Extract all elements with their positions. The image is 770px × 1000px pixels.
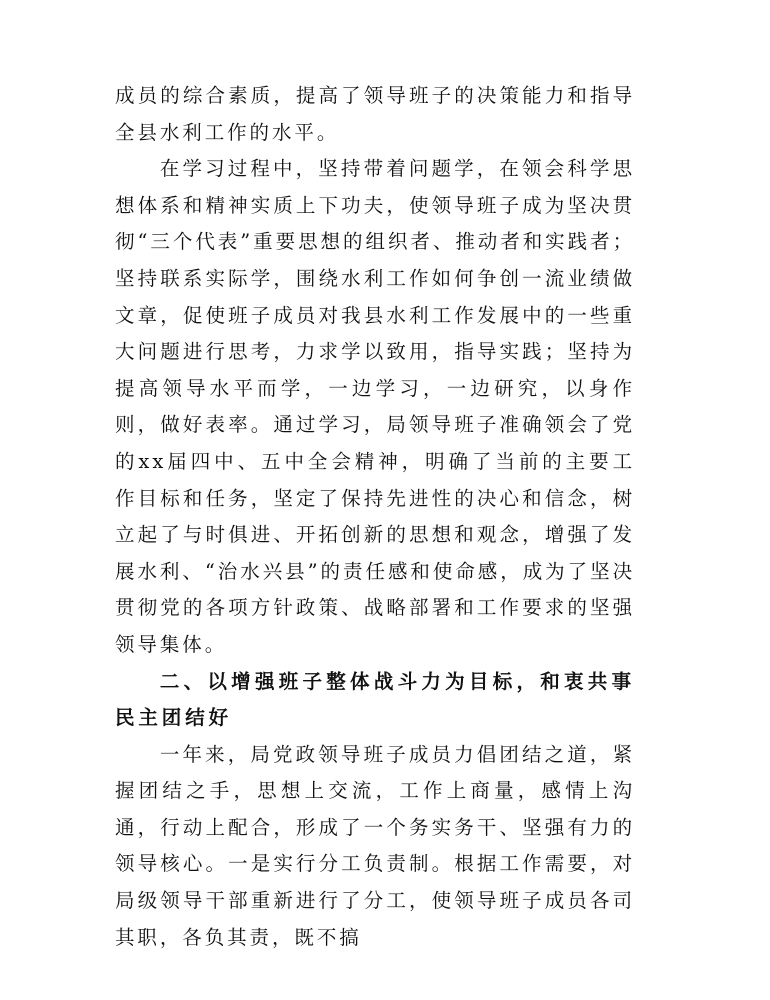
document-body: [115, 78, 635, 956]
paragraph-continuation: 成员的综合素质，提高了领导班子的决策能力和指导全县水利工作的水平。: [115, 84, 635, 144]
paragraph-unity: 一年来，局党政领导班子成员力倡团结之道，紧握团结之手，思想上交流，工作上商量，感情上沟通，行动上配合，形成了一个务实务干、坚强有力的领导核心。一是实行分工负责制。根据工作需要，对局级领导干部重新进行了分工，使领导班子成员各司其职，各负其责，既不搞: [115, 742, 635, 949]
section-heading: 二、以增强班子整体战斗力为目标，和衷共事民主团结好: [115, 669, 635, 730]
paragraph-study-process: 在学习过程中，坚持带着问题学，在领会科学思想体系和精神实质上下功夫，使领导班子成为坚决贯彻“三个代表”重要思想的组织者、推动者和实践者；坚持联系实际学，围绕水利工作如何争创一流业绩做文章，促使班子成员对我县水利工作发展中的一些重大问题进行思考，力求学以致用，指导实践；坚持为提高领导水平而学，一边学习，一边研究，以身作则，做好表率。通过学习，局领导班子准确领会了党的xx届四中、五中全会精神，明确了当前的主要工作目标和任务，坚定了保持先进性的决心和信念，树立起了与时俱进、开拓创新的思想和观念，增强了发展水利、“治水兴县”的责任感和使命感，成为了坚决贯彻党的各项方针政策、战略部署和工作要求的坚强领导集体。: [115, 157, 635, 656]
